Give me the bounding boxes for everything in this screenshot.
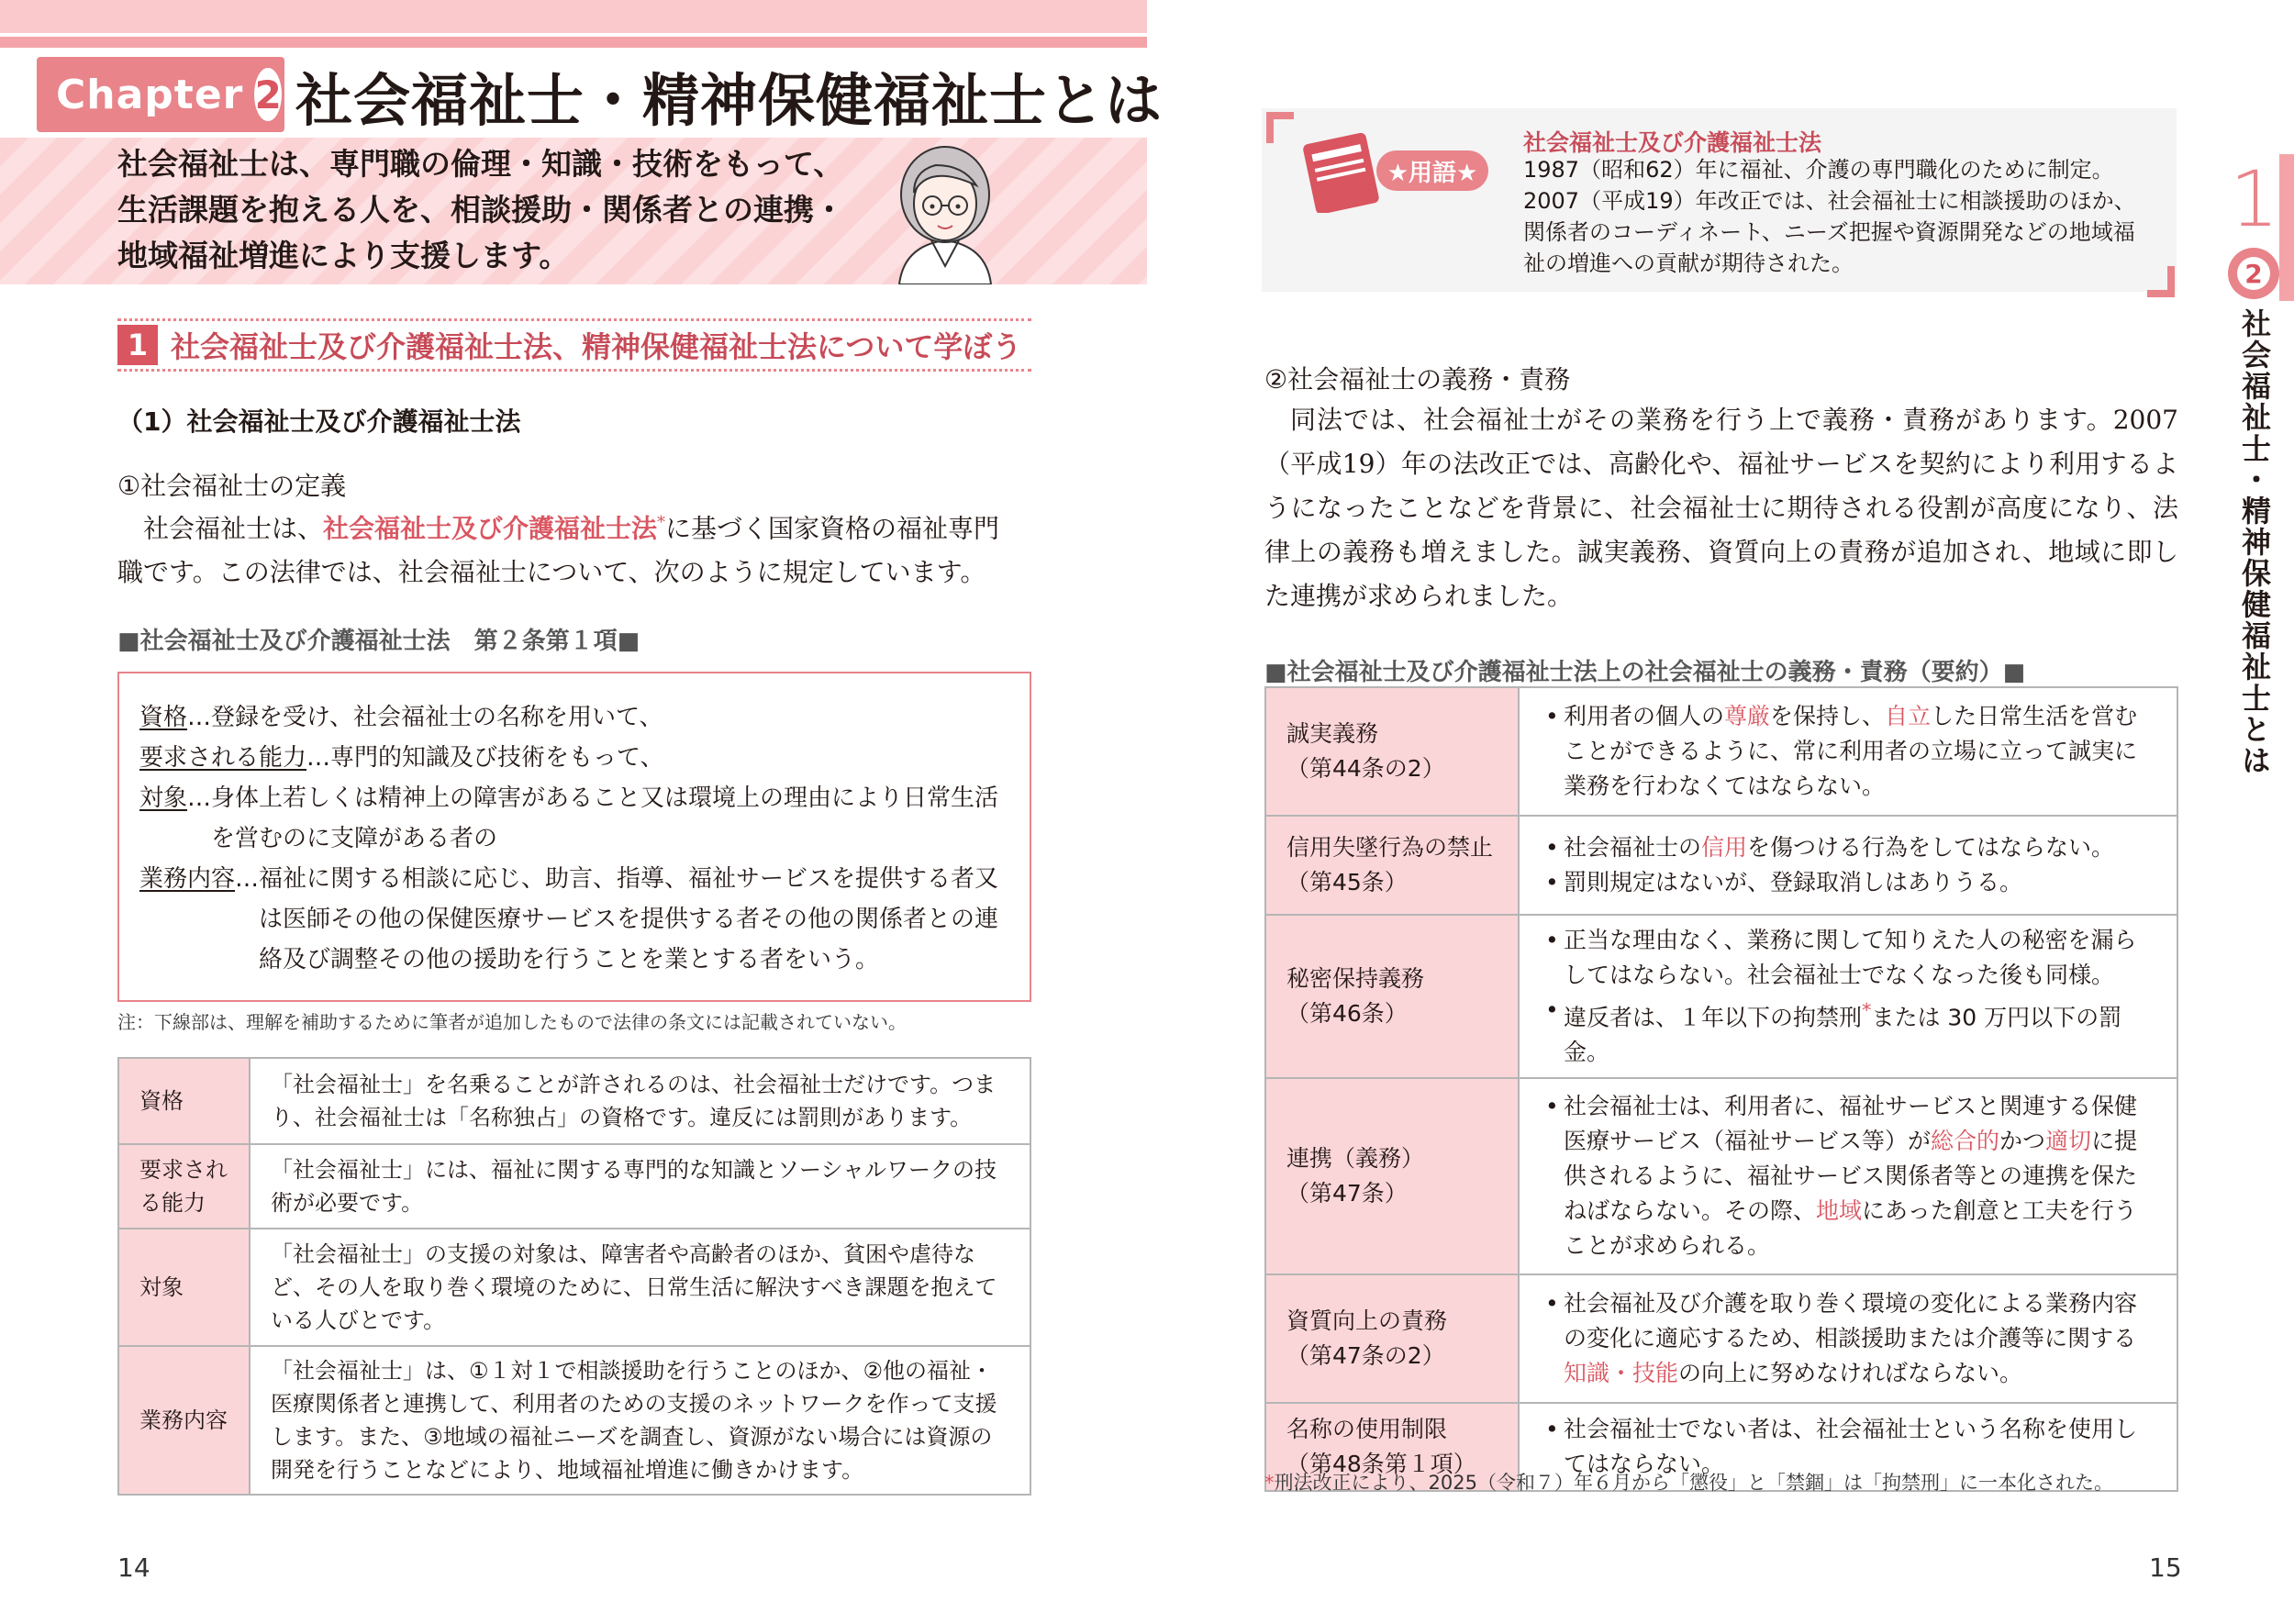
penal-code-note-text: 刑法改正により、2025（令和７）年６月から「懲役」と「禁錮」は「拘禁刑」に一本化された。 [1274,1472,2113,1494]
bullet-text: 社会福祉及び介護を取り巻く環境の変化による業務内容の変化に適応するため、相談援助または介護等に関する [1564,1290,2138,1352]
duty-heading: ②社会福祉士の義務・責務 [1264,364,1571,395]
law-term: 資格 [139,704,188,731]
table-row [1265,687,2177,816]
side-tab-chapter-badge [2228,248,2279,299]
keyword-highlight: 地域 [1816,1197,1863,1225]
law-text: 登録を受け、社会福祉士の名称を用いて、 [211,704,663,731]
law-text: 福祉に関する相談に応じ、助言、指導、福祉サービスを提供する者又は医師その他の保健医療サービスを提供する者その他の関係者との連絡及び調整その他の援助を行うことを業とする者をいう。 [259,865,999,973]
law-text: 身体上若しくは精神上の障害があること又は環境上の理由により日常生活を営むのに支障がある者の [211,784,999,852]
bullet-item: • 社会福祉及び介護を取り巻く環境の変化による業務内容の変化に適応するため、相談援助または介護等に関する知識・技能の向上に努めなければならない。 [1545,1290,2138,1387]
keyword-highlight: 尊厳 [1724,703,1771,729]
law-term: 対象 [139,784,188,812]
table-desc [1519,915,2177,1078]
duty-article: （第47条の2） [1286,1342,1445,1370]
penal-code-note [1264,1468,2113,1496]
table-label [1265,816,1519,915]
table-row [1265,1078,2177,1274]
keyword-highlight: 適切 [2045,1128,2092,1155]
bullet-item: • 正当な理由なく、業務に関して知りえた人の秘密を漏らしてはならない。社会福祉士でなくなった後も同様。 [1545,923,2156,993]
keyword-highlight: 総合的 [1931,1128,2000,1155]
side-tab-part-number: 1 [2230,154,2279,244]
table-row [118,1144,1030,1229]
law-term: 業務内容 [139,865,236,893]
bullet-item: • 利用者の個人の尊厳を保持し、自立した日常生活を営むことができるように、常に利用者の立場に立って誠実に業務を行わなくてはならない。 [1545,703,2138,799]
section-number: 1 [117,325,158,365]
bullet-text: を保持し、 [1770,703,1886,729]
bullet-text: の向上に努めなければならない。 [1678,1360,2023,1387]
law-line [139,738,1009,778]
intro-line: 地域福祉増進により支援します。 [117,238,570,273]
bullet-text: または 30 万円以下の罰金。 [1564,1004,2122,1066]
bullet-item: • 違反者は、１年以下の拘禁刑*または 30 万円以下の罰金。 [1545,996,2122,1066]
law-name-highlight: 社会福祉士及び介護福祉士法 [323,513,658,544]
header-rule [0,0,1147,33]
law-line [139,778,1009,859]
duty-name: 名称の使用制限 [1286,1416,1448,1443]
duty-name: 秘密保持義務 [1286,965,1425,993]
bullet-text: 社会福祉士の [1564,834,1702,861]
bullet-text: にあった創意と工夫を行うことが求められる。 [1564,1197,2137,1260]
bullet-text: 罰則規定はないが、登録取消しはありうる。 [1564,869,2023,895]
bullet-item: • 罰則規定はないが、登録取消しはありうる。 [1545,865,2156,900]
table-row [118,1229,1030,1346]
footnote-star: * [1862,999,1872,1021]
qualification-table [117,1057,1031,1496]
intro-text [117,138,870,279]
table-desc: 「社会福祉士」の支援の対象は、障害者や高齢者のほか、貧困や虐待など、その人を取り巻く環境のために、日常生活に解決すべき課題を抱えている人びとです。 [250,1229,1030,1346]
law-sep: … [235,865,260,893]
table-desc: 「社会福祉士」は、①１対１で相談援助を行うことのほか、②他の福祉・医療関係者と連携して、利用者のための支援のネットワークを作って支援します。また、③地域の福祉ニーズを調査し、資源がない場合には資源の開発を行うことなどにより、地域福祉増進に働きかけます。 [250,1346,1030,1495]
section-title: 社会福祉士及び介護福祉士法、精神保健福祉士法について学ぼう [171,329,1022,364]
table-label [1265,1078,1519,1274]
law-article-box [117,672,1031,1002]
chapter-badge [37,57,284,132]
law-line [139,697,1009,738]
law-sep: … [187,704,212,731]
duty-table [1264,686,2178,1492]
table-row [1265,1274,2177,1403]
duty-article: （第44条の2） [1286,755,1445,782]
side-tab-title: 社会福祉士・精神保健福祉士とは [2237,308,2272,776]
duty-name: 信用失墜行為の禁止 [1286,834,1494,861]
definition-text: 社会福祉士は、 [143,513,324,544]
bullet-item: • 社会福祉士は、利用者に、福祉サービスと関連する保健医療サービス（福祉サービス等）が総合的かつ適切に提供されるように、福祉サービス関係者等との連携を保たねばならない。その際、地域にあった創意と工夫を行うことが求められる。 [1545,1093,2138,1260]
table-label: 業務内容 [118,1346,250,1495]
table-label: 対象 [118,1229,250,1346]
definition-text: 職です。この法律では、社会福祉士について、次のように規定しています。 [117,557,986,588]
bullet-text: した日常生活を営むことができるように、常に利用者の立場に立って誠実に業務を行わなくてはならない。 [1564,703,2138,799]
bullet-text: 利用者の個人の [1564,703,1725,729]
page-number-left: 14 [117,1552,150,1583]
intro-line: 社会福祉士は、専門職の倫理・知識・技術をもって、 [117,146,844,182]
law-term: 要求される能力 [139,744,307,772]
chapter-title: 社会福祉士・精神保健福祉士とは [295,67,1164,134]
glossary-label: ★用語★ [1376,150,1488,191]
intro-line: 生活課題を抱える人を、相談援助・関係者との連携・ [117,192,844,228]
footnote-star: * [1264,1472,1275,1494]
duty-article: （第46条） [1286,1000,1408,1028]
chapter-label: Chapter [56,71,244,118]
bullet-text: を傷つける行為をしてはならない。 [1747,834,2115,861]
duty-paragraph: 同法では、社会福祉士がその業務を行う上で義務・責務があります。2007（平成19）年の法改正では、高齢化や、福祉サービスを契約により利用するようになったことなどを背景に、社会福祉士に期待される役割が高度になり、法律上の義務も増えました。誠実義務、資質向上の責務が追加され、地域に即した連携が求められました。 [1264,405,2178,611]
table-label: 資格 [118,1058,250,1144]
bullet-item: • 社会福祉士でない者は、社会福祉士という名称を使用してはならない。 [1545,1412,2156,1482]
duty-table-title: ■社会福祉士及び介護福祉士法上の社会福祉士の義務・責務（要約）■ [1264,659,2026,686]
table-label [1265,687,1519,816]
keyword-highlight: 知識・技能 [1564,1360,1679,1387]
table-label: 要求される能力 [118,1144,250,1229]
bullet-item: • 社会福祉士の信用を傷つける行為をしてはならない。 [1545,834,2115,861]
underline-note: 注：下線部は、理解を補助するために筆者が追加したもので法律の条文には記載されていない。 [117,1011,907,1033]
table-desc [1519,816,2177,915]
table-label [1265,915,1519,1078]
table-label [1265,1274,1519,1403]
law-sep: … [187,784,212,812]
keyword-highlight: 自立 [1885,703,1932,729]
bullet-text: 正当な理由なく、業務に関して知りえた人の秘密を漏らしてはならない。社会福祉士でなくなった後も同様。 [1564,927,2137,988]
glossary-definition: 1987（昭和62）年に福祉、介護の専門職化のために制定。2007（平成19）年改正では、社会福祉士に相談援助のほか、関係者のコーディネート、ニーズ把握や資源開発などの地域福祉の増進への貢献が期待された。 [1523,157,2136,276]
teacher-avatar-illustration [881,138,1009,284]
table-desc [1519,687,2177,816]
bracket-decoration [1266,112,1294,143]
page-number-right: 15 [2149,1552,2182,1583]
subsection-title: （1）社会福祉士及び介護福祉士法 [117,406,521,437]
law-article-title: ■社会福祉士及び介護福祉士法 第２条第１項■ [117,628,640,655]
table-desc: 「社会福祉士」を名乗ることが許されるのは、社会福祉士だけです。つまり、社会福祉士は「名称独占」の資格です。違反には罰則があります。 [250,1058,1030,1144]
glossary-term: 社会福祉士及び介護福祉士法 [1523,129,1822,156]
keyword-highlight: 信用 [1701,834,1748,861]
definition-text: に基づく国家資格の福祉専門 [665,513,1000,544]
bullet-text: に提供されるように、福祉サービス関係者等との連携を保たねばならない。その際、 [1564,1128,2138,1225]
side-tab-bar [2279,154,2294,301]
table-row [1265,816,2177,915]
section-heading [117,318,1031,372]
duty-name: 連携（義務） [1286,1145,1425,1173]
table-row [1265,915,2177,1078]
header-rule-accent [0,37,1147,48]
bullet-text: 違反者は、１年以下の拘禁刑 [1564,1004,1863,1031]
definition-paragraph [117,501,1035,595]
table-desc: 「社会福祉士」には、福祉に関する専門的な知識とソーシャルワークの技術が必要です。 [250,1144,1030,1229]
bullet-text: 社会福祉士は、利用者に、福祉サービスと関連する保健医療サービス（福祉サービス等）が [1564,1093,2138,1155]
duty-name: 資質向上の責務 [1286,1307,1448,1335]
law-sep: … [306,744,331,772]
table-desc [1519,1274,2177,1403]
bullet-text: 社会福祉士でない者は、社会福祉士という名称を使用してはならない。 [1564,1416,2138,1478]
chapter-number: 2 [254,68,282,121]
duty-article: （第47条） [1286,1180,1408,1207]
table-desc [1519,1078,2177,1274]
duty-name: 誠実義務 [1286,720,1379,747]
law-line [139,859,1009,980]
footnote-star: * [657,513,666,532]
bullet-text: かつ [1999,1128,2046,1155]
table-row [118,1058,1030,1144]
duty-article: （第48条第１項） [1286,1451,1476,1478]
law-text: 専門的知識及び技術をもって、 [330,744,664,772]
definition-heading: ①社会福祉士の定義 [117,471,347,501]
table-row [118,1346,1030,1495]
duty-article: （第45条） [1286,869,1408,895]
side-tab-chapter-number: 2 [2237,257,2270,290]
